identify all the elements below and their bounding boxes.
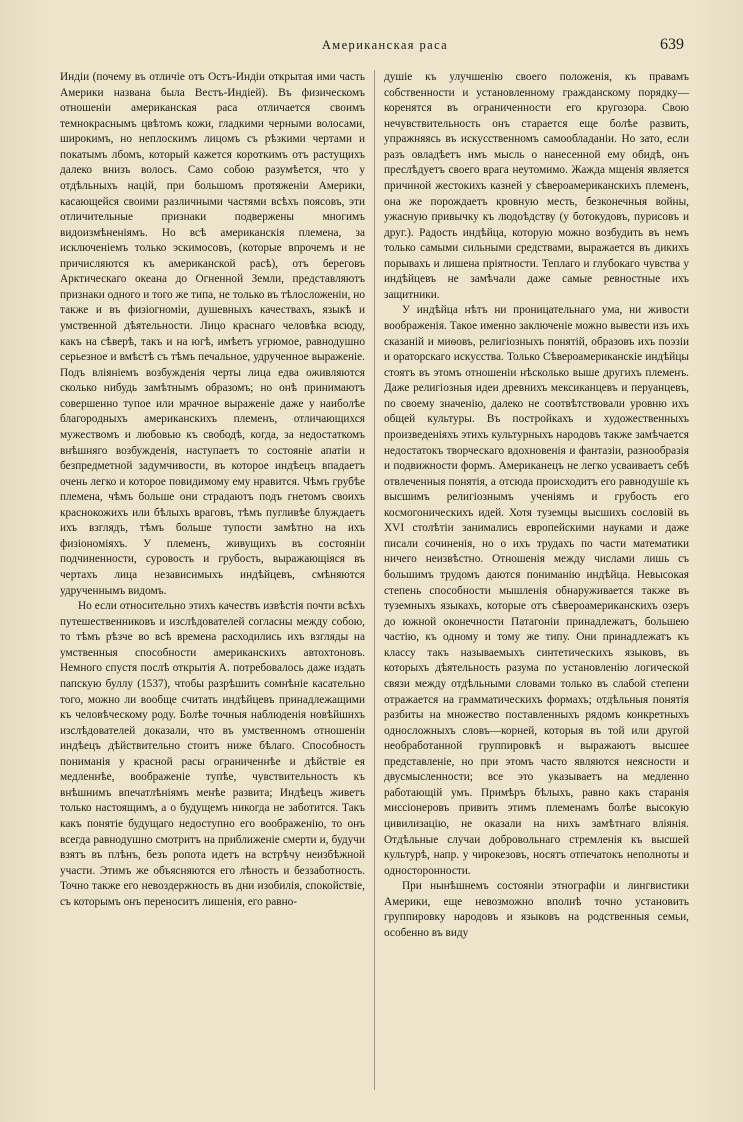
running-title: Американская раса [321, 38, 449, 52]
left-text-column [60, 70, 365, 910]
paragraph: При нынѣшнемъ состояніи этнографіи и лингвистики Америки, еще невозможно вполнѣ точно установить группировку народовъ и языковъ на родственныя семьи, особенно въ виду [384, 880, 689, 939]
paragraph: Индіи (почему въ отличіе отъ Остъ-Индіи открытая ими часть Америки названа была Вестъ-Индіей). Въ физическомъ отношеніи американская раса отличается своимъ темнокраснымъ цвѣтомъ кожи, гладкими черными волосами, широкимъ, но неплоскимъ лицомъ съ рѣзкими чертами и покатымъ лбомъ, который кажется короткимъ отъ растущихъ далеко внизъ волосъ. Само собою разумѣется, что у отдѣльныхъ націй, при большомъ протяженіи Америки, касающейся своими различными частями всѣхъ поясовъ, эти отличительные признаки подвержены многимъ видоизмѣненіямъ. Но всѣ американскія племена, за исключеніемъ только эскимосовъ, (которые впрочемъ и не причисляются къ американской расѣ), отъ береговъ Арктическаго океана до Огненной Земли, представляютъ признаки одного и того же типа, не только въ тѣлосложеніи, но также и въ физіогноміи, душевныхъ качествахъ, языкѣ и умственной дѣятельности. Лицо краснаго человѣка всюду, какъ на сѣверѣ, такъ и на югѣ, имѣетъ угрюмое, равнодушно серьезное и вмѣстѣ съ тѣмъ печальное, удрученное выраженіе. Подъ вліяніемъ возбужденія черты лица едва оживляются сколько нибудь замѣтнымъ образомъ; но онѣ принимаютъ совершенно тупое или мрачное выраженіе даже у наиболѣе благородныхъ американскихъ племенъ, отличающихся мужествомъ и любовью къ свободѣ, когда, за недостаткомъ внѣшняго возбужденія, наступаетъ то состояніе апатіи и безпредметной задумчивости, въ которое индѣецъ впадаетъ очень легко и которое повидимому ему нравится. Чѣмъ грубѣе племена, чѣмъ больше они страдаютъ подъ гнетомъ своихъ краснокожихъ или бѣлыхъ враговъ, тѣмъ пугливѣе блуждаетъ ихъ взглядъ, тѣмъ больше тупости замѣтно на ихъ физіономіяхъ. У племенъ, живущихъ въ состояніи подчиненности, суровость и грубость, выражающіяся въ чертахъ лица независимыхъ индѣйцевъ, смѣняются удрученнымъ видомъ. [60, 71, 365, 597]
right-text-column [384, 70, 689, 942]
column-divider [374, 70, 375, 1090]
page-number: 639 [660, 36, 684, 53]
page-header [70, 36, 700, 60]
paragraph: У индѣйца нѣтъ ни проницательнаго ума, ни живости воображенія. Такое именно заключеніе можно вывести изъ ихъ сказаній и миѳовъ, религіозныхъ понятій, образовъ ихъ поэзіи и ораторскаго искусства. Только Сѣвероамериканскіе индѣйцы стоятъ въ этомъ отношеніи нѣсколько выше другихъ племенъ. Даже религіозныя идеи древнихъ мексиканцевъ и перуанцевъ, по своему значенію, далеко не соотвѣтствовали уровню ихъ общей культуры. Въ постройкахъ и художественныхъ произведеніяхъ этихъ культурныхъ народовъ также замѣчается недостатокъ творческаго вдохновенія и фантазіи, разнообразія и подвижности формъ. Американецъ не легко усваиваетъ себѣ отвлеченныя понятія, а отсюда происходитъ его равнодушіе къ высшимъ религіознымъ ученіямъ и грубость его космогоническихъ идей. Хотя туземцы высшихъ сословій въ XVI столѣтіи занимались европейскими науками и даже писали сочиненія, но о ихъ трудахъ по части математики ничего неизвѣстно. Отношенія между числами лишь съ большимъ трудомъ даются пониманію индѣйца. Невысокая степень способности мышленія обнаруживается также въ туземныхъ языкахъ, которые отъ сѣвероамериканскихъ озеръ до южной оконечности Патагоніи принадлежатъ, большею частію, къ одному и тому же типу. Они принадлежатъ къ классу такъ называемыхъ синтетическихъ языковъ, въ которыхъ дѣятельность разума по установленію логической связи между отдѣльными словами только въ слабой степени отражается на грамматическихъ формахъ; отдѣльныя понятія разбиты на множество поставленныхъ рядомъ конкретныхъ односложныхъ словъ—корней, которыя въ той или другой необработанной группировкѣ и выражаютъ высшее представленіе, но при этомъ часто являются неясности и двусмысленности; все это указываетъ на медленно работающій умъ. Примѣръ бѣлыхъ, равно какъ старанія миссіонеровъ привить этимъ племенамъ болѣе высокую цивилизацію, не оказали на нихъ замѣтнаго вліянія. Отдѣльные случаи добровольнаго стремленія къ высшей культурѣ, напр. у чирокезовъ, носятъ отпечатокъ неполноты и односторонности. [384, 304, 689, 877]
paragraph: душіе къ улучшенію своего положенія, къ правамъ собственности и установленному гражданскому порядку—коренятся въ ограниченности его кругозора. Свою нечувствительность онъ старается еще болѣе развить, упражняясь въ искусственномъ самообладаніи. Но зато, если разъ овладѣетъ имъ мысль о нанесенной ему обидѣ, онъ преслѣдуетъ своего врага неутомимо. Жажда мщенія является причиной жестокихъ казней у сѣвероамериканскихъ племенъ, она же порождаетъ кровную месть, безконечныя войны, ужасную привычку къ людоѣдству (у ботокудовъ, пурисовъ и друг.). Радость индѣйца, которую можно возбудить въ немъ только самыми сильными средствами, выражается въ дикихъ порывахъ и лишена пріятности. Теплаго и глубокаго чувства у индѣйцевъ не замѣчали даже самые ревностные ихъ защитники. [384, 71, 689, 301]
paragraph: Но если относительно этихъ качествъ извѣстія почти всѣхъ путешественниковъ и изслѣдователей согласны между собою, то тѣмъ рѣзче во всѣ времена расходились ихъ взгляды на умственныя способности американскихъ автохтоновъ. Немного спустя послѣ открытія А. потребовалось даже издать папскую буллу (1537), чтобы разрѣшить сомнѣніе касательно того, можно ли вообще считать индѣйцевъ принадлежащими къ человѣческому роду. Болѣе точныя наблюденія новѣйшихъ изслѣдователей доказали, что въ умственномъ отношеніи индѣецъ дѣйствительно стоитъ ниже бѣлаго. Способность пониманія у красной расы ограниченнѣе и дѣйствіе ея медленнѣе, воображеніе тупѣе, чувствительность къ внѣшнимъ впечатлѣніямъ менѣе развита; Индѣецъ живетъ только настоящимъ, а о будущемъ никогда не заботится. Такъ какъ понятіе будущаго недоступно его воображенію, то онъ всегда равнодушно смотритъ на приближеніе смерти и, будучи взятъ въ плѣнъ, безъ ропота идетъ на встрѣчу неизбѣжной участи. Этимъ же объясняются его лѣность и беззаботность. Точно также его невоздержность въ дни изобилія, спокойствіе, съ которымъ онъ переноситъ лишенія, его равно- [60, 600, 365, 908]
